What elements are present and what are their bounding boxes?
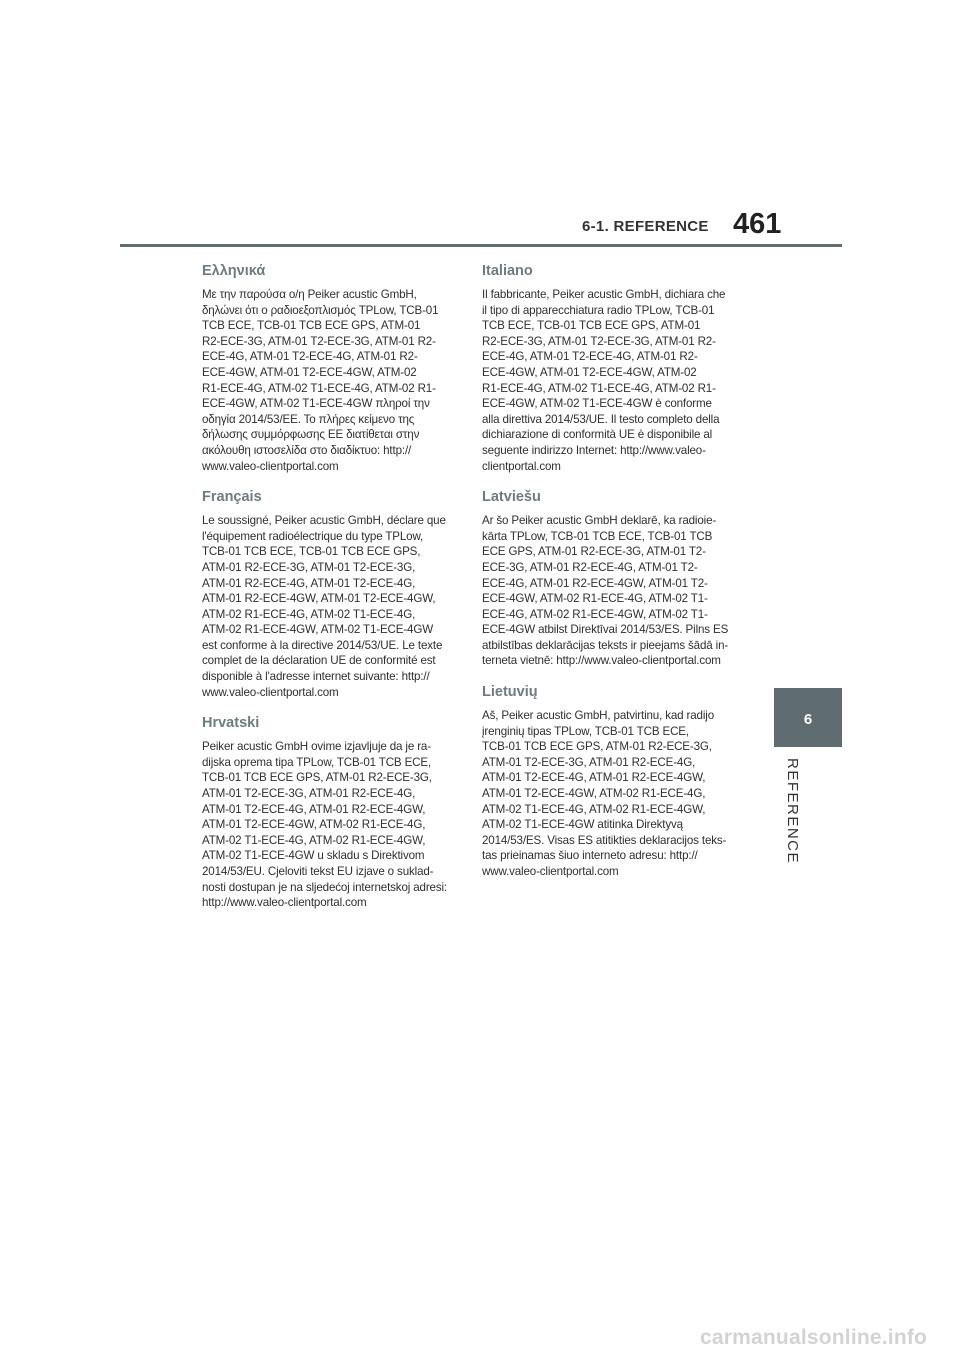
section-body: Il fabbricante, Peiker acustic GmbH, dichiara che il tipo di apparecchiatura radio TPLow, TCB-01 TCB ECE, TCB-01 TCB ECE GPS, ATM-01 R2-ECE-3G, ATM-01 T2-ECE-3G, ATM-01 R2- ECE-4G, ATM-01 T2-ECE-4G, ATM-01 R2- ECE-4GW, ATM-01 T2-ECE-4GW, ATM-02 R1-ECE-4G, ATM-02 T1-ECE-4G, ATM-02 R1- ECE-4GW, ATM-02 T1-ECE-4GW è conforme alla direttiva 2014/53/UE. Il testo completo della dichiarazione di conformità UE è disponibile al seguente indirizzo Internet: http://www.valeo- clientportal.com: [482, 288, 726, 473]
section-title: Ελληνικά: [202, 263, 266, 279]
section-body: Peiker acustic GmbH ovime izjavljuje da je ra- dijska oprema tipa TPLow, TCB-01 TCB ECE, TCB-01 TCB ECE GPS, ATM-01 R2-ECE-3G, ATM-01 T2-ECE-3G, ATM-01 R2-ECE-4G, ATM-01 T2-ECE-4G, ATM-01 R2-ECE-4GW, ATM-01 T2-ECE-4GW, ATM-02 R1-ECE-4G, ATM-02 T1-ECE-4G, ATM-02 R1-ECE-4GW, ATM-02 T1-ECE-4GW u skladu s Direktivom 2014/53/EU. Cjeloviti tekst EU izjave o suklad- nosti dostupan je na sljedećoj internetskoj adresi: http://www.valeo-clientportal.com: [202, 740, 447, 910]
section-greek: [202, 262, 467, 474]
section-croatian: [202, 714, 467, 911]
chapter-number: 6: [803, 711, 813, 728]
section-title: Français: [202, 489, 262, 506]
page-number: 461: [733, 208, 782, 240]
left-column: [202, 262, 467, 925]
chapter-label: REFERENCE: [784, 758, 801, 865]
section-italian: [482, 262, 747, 474]
section-body: Ar šo Peiker acustic GmbH deklarē, ka radioie- kārta TPLow, TCB-01 TCB ECE, TCB-01 TCB ECE GPS, ATM-01 R2-ECE-3G, ATM-01 T2- ECE-3G, ATM-01 R2-ECE-4G, ATM-01 T2- ECE-4G, ATM-01 R2-ECE-4GW, ATM-01 T2- ECE-4GW, ATM-02 R1-ECE-4G, ATM-02 T1- ECE-4G, ATM-02 R1-ECE-4GW, ATM-02 T1- ECE-4GW atbilst Direktīvai 2014/53/ES. Pilns ES atbilstības deklarācijas teksts ir pieejams šādā in- terneta vietnē: http://www.valeo-clientportal.com: [482, 514, 729, 668]
watermark: carmanualsonline.info: [700, 1326, 928, 1349]
running-header-section: 6-1. REFERENCE: [582, 218, 709, 235]
section-title: Hrvatski: [202, 715, 260, 732]
section-body: Le soussigné, Peiker acustic GmbH, déclare que l'équipement radioélectrique du type TPLow, TCB-01 TCB ECE, TCB-01 TCB ECE GPS, ATM-01 R2-ECE-3G, ATM-01 T2-ECE-3G, ATM-01 R2-ECE-4G, ATM-01 T2-ECE-4G, ATM-01 R2-ECE-4GW, ATM-01 T2-ECE-4GW, ATM-02 R1-ECE-4G, ATM-02 T1-ECE-4G, ATM-02 R1-ECE-4GW, ATM-02 T1-ECE-4GW est conforme à la directive 2014/53/UE. Le texte complet de la déclaration UE de conformité est disponible à l'adresse internet suivante: http:// www.valeo-clientportal.com: [202, 514, 446, 699]
section-lithuanian: [482, 683, 747, 880]
section-french: [202, 488, 467, 700]
section-body: Aš, Peiker acustic GmbH, patvirtinu, kad radijo įrenginių tipas TPLow, TCB-01 TCB ECE, TCB-01 TCB ECE GPS, ATM-01 R2-ECE-3G, ATM-01 T2-ECE-3G, ATM-01 R2-ECE-4G, ATM-01 T2-ECE-4G, ATM-01 R2-ECE-4GW, ATM-01 T2-ECE-4GW, ATM-02 R1-ECE-4G, ATM-02 T1-ECE-4G, ATM-02 R1-ECE-4GW, ATM-02 T1-ECE-4GW atitinka Direktyvą 2014/53/ES. Visas ES atitikties deklaracijos teks- tas prieinamas šiuo interneto adresu: http:// www.valeo-clientportal.com: [482, 709, 727, 878]
section-title: Lietuvių: [482, 684, 538, 701]
section-title: Latviešu: [482, 489, 541, 506]
section-latvian: [482, 488, 747, 669]
chapter-label-container: [784, 758, 804, 868]
header-rule: [120, 244, 842, 247]
section-title: Italiano: [482, 263, 533, 279]
right-column: [482, 262, 747, 894]
section-body: Με την παρούσα ο/η Peiker acustic GmbH, δηλώνει ότι ο ραδιοεξοπλισμός TPLow, TCB-01 TCB ECE, TCB-01 TCB ECE GPS, ATM-01 R2-ECE-3G, ATM-01 T2-ECE-3G, ATM-01 R2- ECE-4G, ATM-01 T2-ECE-4G, ATM-01 R2- ECE-4GW, ATM-01 T2-ECE-4GW, ATM-02 R1-ECE-4G, ATM-02 T1-ECE-4G, ATM-02 R1- ECE-4GW, ATM-02 T1-ECE-4GW πληροί την οδηγία 2014/53/ΕΕ. Το πλήρες κείμενο της δήλωσης συμμόρφωσης ΕΕ διατίθεται στην ακόλουθη ιστοσελίδα στο διαδίκτυο: http:// www.valeo-clientportal.com: [202, 288, 439, 473]
chapter-tab: [774, 688, 842, 747]
